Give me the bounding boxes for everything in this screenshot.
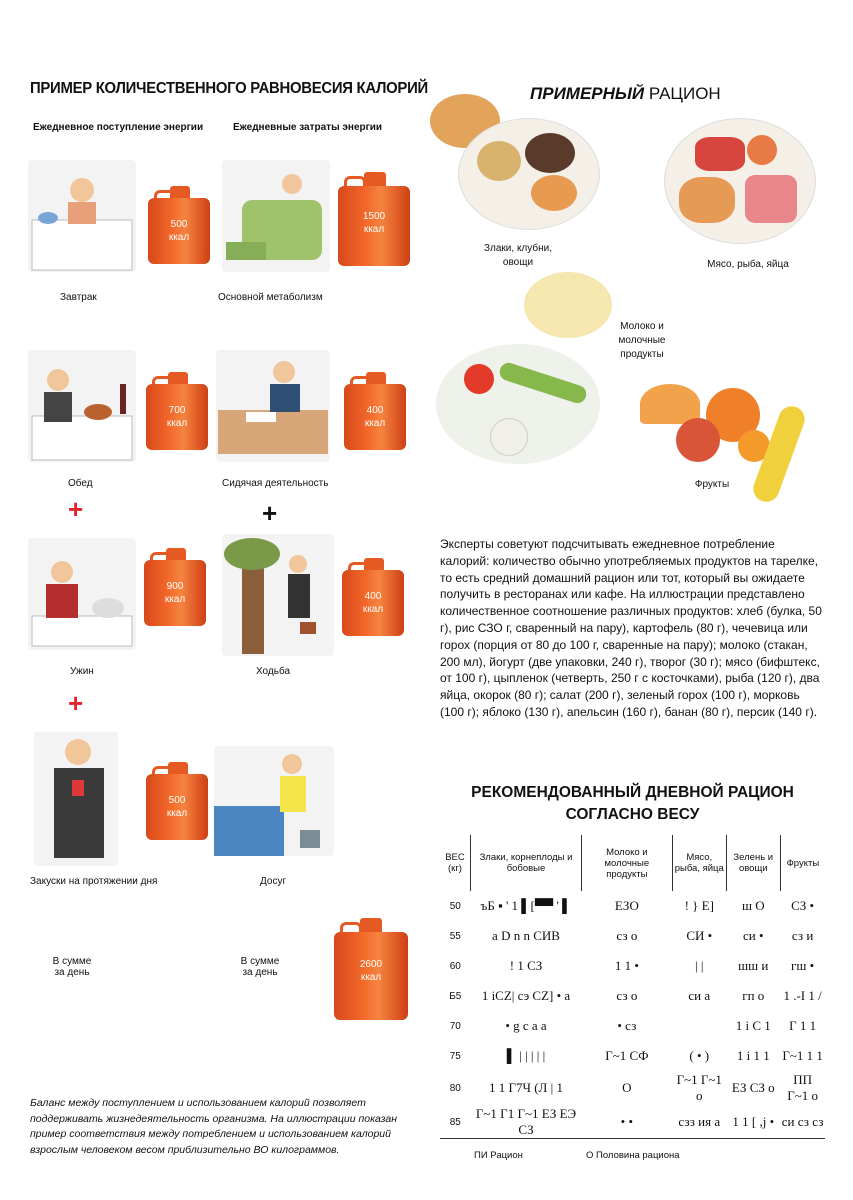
ration-cell: 1 i 1 1: [736, 1048, 770, 1063]
col-header-fruit: Фрукты: [780, 835, 825, 891]
kcal-can-metabolism: 1500 ккал: [338, 172, 410, 266]
ration-cell: ъБ ▪ ' 1 ▌[▀▀ ' ▌: [480, 898, 572, 913]
sitting-illustration: [216, 350, 330, 462]
lunch-illustration: [28, 350, 136, 462]
weight-cell: 80: [449, 1082, 461, 1094]
vegetables-image: [436, 344, 600, 464]
col-header-meat: Мясо, рыба, яйца: [672, 835, 726, 891]
ration-cell: гп о: [742, 988, 765, 1003]
ration-cell: СЗ •: [791, 898, 815, 913]
ration-cell: ЕЗО: [614, 898, 639, 913]
ration-cell: Г 1 1: [789, 1018, 817, 1033]
weight-cell: 75: [449, 1050, 461, 1062]
kcal-can-snacks: 500 ккал: [146, 762, 208, 840]
milk-image: [524, 272, 612, 338]
caption-sitting: Сидячая деятельность: [222, 478, 329, 489]
ration-cell: 1 1 •: [614, 958, 639, 973]
ration-cell: си сз сз: [781, 1114, 824, 1129]
legend-half-ration: О Половина рациона: [586, 1150, 680, 1161]
table-row: [440, 1011, 825, 1041]
ration-cell: ш О: [741, 898, 765, 913]
col-header-grains: Злаки, корнеплоды и бобовые: [471, 835, 582, 891]
table-bottom-rule: [440, 1138, 825, 1139]
weight-cell: 70: [449, 1020, 461, 1032]
col-header-milk: Молоко и молочные продукты: [582, 835, 673, 891]
ration-cell: шш и: [738, 958, 769, 973]
grains-plate-image: [458, 118, 600, 230]
ration-cell: О: [622, 1080, 632, 1095]
kcal-can-walking: 400 ккал: [342, 558, 404, 636]
table-header-row: [440, 835, 825, 891]
walking-illustration: [222, 534, 334, 656]
ration-cell: ( • ): [689, 1048, 710, 1063]
ration-cell: сз о: [616, 988, 638, 1003]
ration-cell: 1 .-Ι 1 /: [783, 988, 822, 1003]
kcal-can-dinner: 900 ккал: [144, 548, 206, 626]
table-row: [440, 1071, 825, 1105]
ration-cell: Г~1 Г1 Г~1 ЕЗ ЕЭ СЗ: [475, 1106, 577, 1137]
ration-cell: • g c a a: [505, 1018, 547, 1033]
ration-cell: си а: [688, 988, 711, 1003]
weight-cell: 85: [449, 1116, 461, 1128]
kcal-can-breakfast: 500 ккал: [148, 186, 210, 264]
caption-snacks: Закуски на протяжении дня: [30, 876, 158, 887]
ration-cell: Г~1 СФ: [605, 1048, 649, 1063]
ration-cell: [672, 1011, 726, 1041]
meat-plate-image: [664, 118, 816, 244]
ration-cell: сз о: [616, 928, 638, 943]
ration-cell: сзз ия а: [678, 1114, 721, 1129]
plus-sign-intake-2: +: [68, 688, 84, 718]
col-header-vegetables: Зелень и овощи: [726, 835, 780, 891]
plus-sign-intake-1: +: [68, 494, 84, 524]
sum-expense: В сумме за день: [240, 956, 280, 978]
ration-cell: 1 1 [ ,j •: [732, 1114, 775, 1129]
kcal-can-total: 2600 ккал: [334, 918, 408, 1022]
kcal-can-lunch: 700 ккал: [146, 372, 208, 450]
table-row: [440, 981, 825, 1011]
caption-milk: Молоко и молочные продукты: [618, 321, 666, 360]
ration-cell: Г~1 1 1: [782, 1048, 823, 1063]
experts-paragraph: Эксперты советуют подсчитывать ежедневное потребление калорий: количество обычно употребляемых продуктов на тарелке, то есть средний домашний рацион или тот, который вы ожидаете получить в ресторанах или кафе. На иллюстрации представлено количественное соотношение различных продуктов: хлеб (булка, 50 г), рис СЗО г, сваренный на пару), картофель (80 г), чечевица или горох (порция от 80 до 100 г, сваренные на пару); молоко (стакан, 200 мл), йогурт (две упаковки, 240 г), творог (30 г); мясо (бифштекс, от 100 г), цыпленок (четверть, 250 г с косточками), рыба (120 г), два яйца, окорок (80 г); салат (200 г), зеленый горох (100 г), морковь (100 г); яблоко (130 г), апельсин (160 г), банан (80 г), персик (140 г).: [440, 537, 822, 719]
sum-intake: В сумме за день: [52, 956, 92, 978]
weight-cell: 50: [449, 900, 461, 912]
right-title: ПРИМЕРНЫЙ РАЦИОН: [530, 84, 721, 103]
weight-cell: 60: [449, 960, 461, 972]
ration-cell: гш •: [791, 958, 815, 973]
breakfast-illustration: [28, 160, 136, 272]
caption-walking: Ходьба: [256, 666, 291, 677]
ration-cell: • сз: [617, 1018, 637, 1033]
ration-cell: 1 i C 1: [735, 1018, 771, 1033]
expense-label: Ежедневные затраты энергии: [233, 122, 383, 133]
caption-meat: Мясо, рыба, яйца: [707, 259, 789, 270]
dinner-illustration: [28, 538, 136, 650]
col-header-weight: ВЕС (кг): [445, 852, 465, 874]
metabolism-illustration: [222, 160, 330, 272]
ration-cell: СИ •: [686, 928, 713, 943]
weight-cell: 55: [449, 930, 461, 942]
table-row: [440, 1105, 825, 1139]
intake-label: Ежедневное поступление энергии: [33, 122, 204, 133]
caption-grains: Злаки, клубни, овощи: [483, 243, 552, 268]
ration-cell: ПП Г~1 о: [787, 1072, 819, 1103]
caption-lunch: Обед: [68, 478, 93, 489]
ration-cell: Г~1 Г~1 о: [676, 1072, 722, 1103]
recommended-ration-title: РЕКОМЕНДОВАННЫЙ ДНЕВНОЙ РАЦИОН СОГЛАСНО ВЕСУ: [471, 784, 794, 823]
ration-cell: ▌ | | | | |: [506, 1048, 546, 1063]
caption-metabolism: Основной метаболизм: [218, 292, 323, 303]
ration-cell: • •: [620, 1114, 634, 1129]
ration-cell: си •: [743, 928, 764, 943]
caption-fruit: Фрукты: [694, 479, 730, 490]
ration-cell: ! 1 СЗ: [509, 958, 543, 973]
weight-cell: Б5: [449, 990, 462, 1002]
recommended-ration-table: [440, 835, 825, 1139]
table-row: [440, 891, 825, 921]
kcal-can-sitting: 400 ккал: [344, 372, 406, 450]
ration-cell: сз и: [791, 928, 814, 943]
table-row: [440, 951, 825, 981]
ration-cell: 1 1 Г7Ч (Л | 1: [489, 1080, 563, 1095]
ration-cell: ! } Е]: [684, 898, 714, 913]
table-row: [440, 921, 825, 951]
table-row: [440, 1041, 825, 1071]
ration-cell: a D n n СИВ: [492, 928, 560, 943]
ration-cell: | |: [695, 958, 704, 973]
caption-leisure: Досуг: [260, 876, 287, 887]
caption-dinner: Ужин: [70, 666, 94, 677]
plus-sign-expense: +: [262, 498, 278, 528]
left-title: ПРИМЕР КОЛИЧЕСТВЕННОГО РАВНОВЕСИЯ КАЛОРИЙ: [30, 80, 428, 97]
caption-breakfast: Завтрак: [60, 292, 97, 303]
leisure-illustration: [214, 746, 334, 856]
snacks-illustration: [34, 732, 118, 866]
ration-cell: ЕЗ СЗ о: [731, 1080, 775, 1095]
balance-footnote: Баланс между поступлением и использованием калорий позволяет поддерживать жизнедеятельность организма. На иллюстрации показан пример соответствия между потреблением и использованием калорий взрослым человеком весом приблизительно ВО килограммов.: [30, 1097, 398, 1156]
legend-full-ration: ПИ Рацион: [474, 1150, 523, 1161]
ration-cell: 1 iCZ| сэ CZ] • a: [481, 988, 571, 1003]
